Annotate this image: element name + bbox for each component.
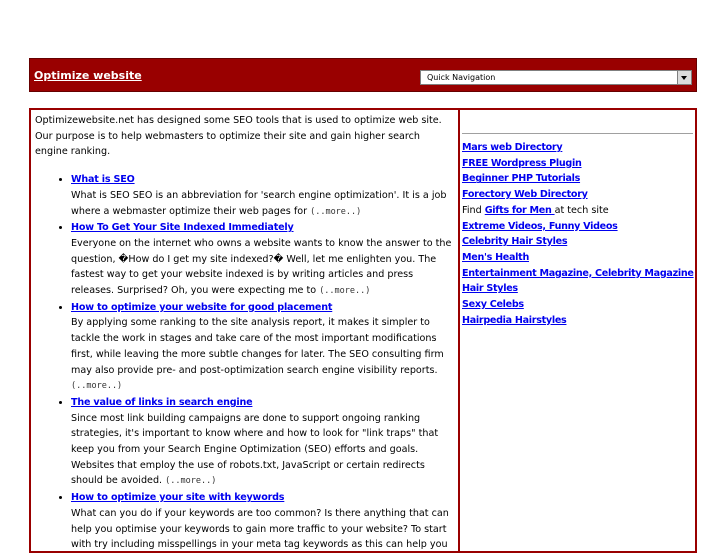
article-title-link[interactable]: How to optimize your site with keywords — [71, 492, 285, 504]
sidebar-link[interactable]: Mars web Directory — [462, 142, 563, 153]
sidebar-link[interactable]: Extreme Videos, Funny Videos — [462, 220, 618, 232]
sidebar-item — [460, 203, 695, 219]
list-item — [71, 300, 454, 395]
sidebar-item — [460, 313, 695, 329]
article-snippet: What is SEO SEO is an abbreviation for 'search engine optimization'. It is a job where a webmaster optimize their web pages for — [71, 189, 447, 217]
article-snippet: What can you do if your keywords are too common? Is there anything that can help you optimise your keywords to gain more traffic to your website? To start with try including misspellings in your meta tag keywords as this can help you — [71, 507, 449, 551]
site-header — [29, 58, 697, 92]
more-link[interactable]: (..more..) — [310, 206, 362, 217]
sidebar-link[interactable]: Hair Styles — [462, 283, 518, 295]
list-item — [71, 172, 454, 220]
sidebar — [459, 108, 697, 553]
more-link[interactable]: (..more..) — [71, 381, 123, 392]
article-title-link[interactable]: What is SEO — [71, 174, 135, 186]
article-snippet: Since most link building campaigns are done to support ongoing ranking strategies, it's important to know where and how to look for "link traps" that keep you from your Search Engine Optimization (SEO) efforts and goals. Websites that employ the use of robots.txt, JavaScript or certain redirects should be avoided. — [71, 412, 439, 487]
sidebar-link[interactable]: Beginner PHP Tutorials — [462, 173, 581, 185]
quick-navigation-select[interactable] — [420, 70, 692, 85]
sidebar-suffix: at tech site — [554, 204, 609, 216]
sidebar-item — [460, 140, 695, 156]
sidebar-item — [460, 187, 695, 203]
article-snippet: Everyone on the internet who owns a website wants to know the answer to the question, �How do I get my site indexed?� Well, let me enlighten you. The fastest way to get your website indexed is by writing articles and press releases. Surprised? Oh, you were expecting me to — [71, 237, 452, 297]
sidebar-item — [460, 171, 695, 187]
sidebar-item — [460, 219, 695, 235]
intro-text: Optimizewebsite.net has designed some SEO tools that is used to optimize web site. Our purpose is to help webmasters to optimize their site and gain higher search engine ranking. — [35, 115, 442, 158]
more-link[interactable]: (..more..) — [319, 286, 371, 297]
sidebar-item — [460, 234, 695, 250]
list-item — [71, 395, 454, 490]
sidebar-link[interactable]: Gifts for Men — [484, 204, 555, 216]
content-area — [29, 108, 697, 551]
quick-navigation-value: Quick Navigation — [427, 73, 496, 82]
article-list — [35, 172, 454, 553]
article-snippet: By applying some ranking to the site analysis report, it makes it simpler to tackle the work in stages and take care of the most important modifications first, while leaving the more subtle changes for later. The SEO consulting firm may also provide pre- and post-optimization search engine visibility reports. — [71, 317, 444, 376]
sidebar-prefix: Find — [462, 204, 485, 216]
main-column — [29, 108, 459, 553]
list-item — [71, 220, 454, 300]
sidebar-link[interactable]: Men's Health — [462, 251, 529, 263]
sidebar-item — [460, 266, 695, 282]
sidebar-divider — [462, 133, 693, 134]
sidebar-link[interactable]: Celebrity Hair Styles — [462, 236, 568, 248]
sidebar-item — [460, 156, 695, 172]
page-wrapper — [29, 58, 697, 92]
sidebar-item — [460, 281, 695, 297]
sidebar-link[interactable]: Hairpedia Hairstyles — [462, 314, 567, 326]
article-title-link[interactable]: The value of links in search engine — [71, 396, 253, 408]
list-item — [71, 490, 454, 553]
article-title-link[interactable]: How To Get Your Site Indexed Immediately — [71, 222, 294, 234]
sidebar-link[interactable]: Forectory Web Directory — [462, 189, 588, 201]
more-link[interactable]: (..more..) — [165, 476, 217, 487]
article-title-link[interactable]: How to optimize your website for good placement — [71, 301, 333, 313]
sidebar-item — [460, 297, 695, 313]
chevron-down-icon[interactable] — [677, 71, 691, 84]
sidebar-link[interactable]: Entertainment Magazine, Celebrity Magazine — [462, 267, 694, 279]
sidebar-link[interactable]: FREE Wordpress Plugin — [462, 157, 582, 169]
sidebar-link[interactable]: Sexy Celebs — [462, 299, 524, 311]
site-title-link[interactable]: Optimize website — [34, 69, 142, 82]
sidebar-item — [460, 250, 695, 266]
